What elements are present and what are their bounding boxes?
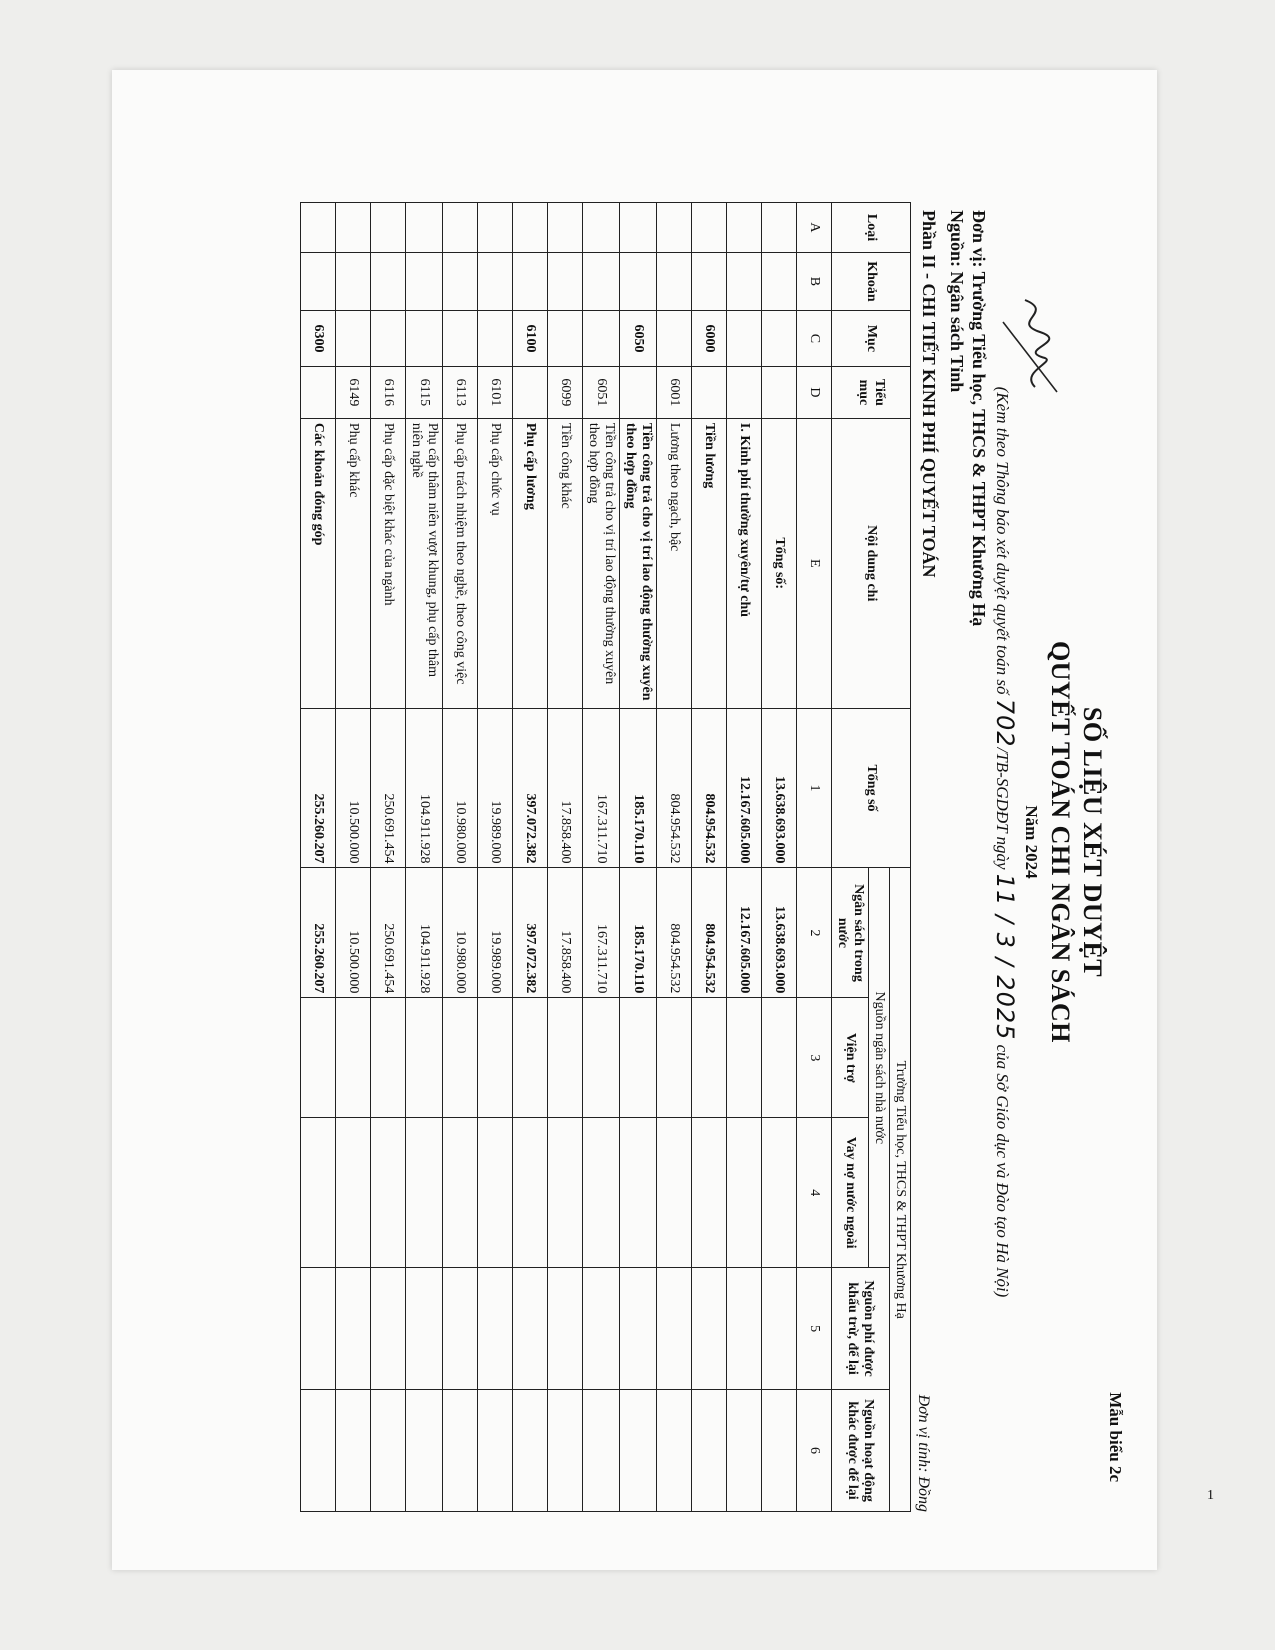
section-title: Phần II - CHI TIẾT KINH PHÍ QUYẾT TOÁN <box>919 210 939 578</box>
cell-vay-no <box>405 1118 442 1268</box>
budget-table <box>300 202 911 1512</box>
cell-nguon-hd <box>582 1390 619 1512</box>
cell-tieu-muc: 6116 <box>370 366 405 418</box>
cell-domestic: 12.167.605.000 <box>726 868 761 998</box>
cell-content: Phụ cấp đặc biệt khác của ngành <box>370 418 405 708</box>
cell-vien-tro <box>582 998 619 1118</box>
cell-content: Phụ cấp thâm niên vượt khung, phụ cấp thâm niên nghề <box>405 418 442 708</box>
cell-khoan <box>512 252 547 310</box>
index-cell: 5 <box>796 1268 831 1390</box>
cell-loai <box>477 203 512 253</box>
index-cell: E <box>796 418 831 708</box>
cell-tieu-muc <box>726 366 761 418</box>
cell-nguon-hd <box>547 1390 582 1512</box>
cell-vay-no <box>335 1118 370 1268</box>
cell-total: 104.911.928 <box>405 708 442 868</box>
cell-muc <box>547 310 582 366</box>
index-cell: A <box>796 203 831 253</box>
index-cell: D <box>796 366 831 418</box>
col-school: Trường Tiểu học, THCS & THPT Khương Hạ <box>889 868 910 1512</box>
cell-loai <box>656 203 691 253</box>
cell-muc <box>442 310 477 366</box>
cell-loai <box>547 203 582 253</box>
table-row <box>512 203 547 1512</box>
cell-muc <box>405 310 442 366</box>
cell-khoan <box>726 252 761 310</box>
cell-tieu-muc: 6149 <box>335 366 370 418</box>
cell-tieu-muc: 6101 <box>477 366 512 418</box>
cell-khoan <box>335 252 370 310</box>
index-cell: 1 <box>796 708 831 868</box>
cell-domestic: 17.858.400 <box>547 868 582 998</box>
cell-domestic: 167.311.710 <box>582 868 619 998</box>
col-tong-so: Tổng số <box>831 708 910 868</box>
table-row <box>656 203 691 1512</box>
cell-loai <box>761 203 796 253</box>
cell-tieu-muc: 6001 <box>656 366 691 418</box>
cell-content: Phụ cấp trách nhiệm theo nghề, theo công việc <box>442 418 477 708</box>
cell-vien-tro <box>335 998 370 1118</box>
cell-loai <box>619 203 656 253</box>
col-nguon-phi: Nguồn phí được khấu trừ, để lại <box>831 1268 889 1390</box>
cell-vay-no <box>761 1118 796 1268</box>
index-cell: 4 <box>796 1118 831 1268</box>
cell-loai <box>370 203 405 253</box>
cell-tieu-muc <box>512 366 547 418</box>
cell-nguon-phi <box>726 1268 761 1390</box>
cell-muc: 6050 <box>619 310 656 366</box>
table-row <box>619 203 656 1512</box>
cell-khoan <box>405 252 442 310</box>
cell-domestic: 397.072.382 <box>512 868 547 998</box>
cell-tieu-muc: 6115 <box>405 366 442 418</box>
measure-unit: Đơn vị tính: Đồng <box>915 1394 932 1512</box>
cell-muc <box>370 310 405 366</box>
cell-total: 250.691.454 <box>370 708 405 868</box>
cell-loai <box>582 203 619 253</box>
col-vien-tro: Viện trợ <box>831 998 868 1118</box>
cell-nguon-hd <box>300 1390 335 1512</box>
title-main: SỐ LIỆU XÉT DUYỆT <box>1078 706 1107 978</box>
cell-total: 12.167.605.000 <box>726 708 761 868</box>
cell-total: 10.500.000 <box>335 708 370 868</box>
cell-vien-tro <box>442 998 477 1118</box>
cell-nguon-phi <box>582 1268 619 1390</box>
cell-domestic: 104.911.928 <box>405 868 442 998</box>
cell-vien-tro <box>300 998 335 1118</box>
cell-loai <box>442 203 477 253</box>
col-noi-dung: Nội dung chi <box>831 418 910 708</box>
cell-loai <box>726 203 761 253</box>
cell-nguon-phi <box>691 1268 726 1390</box>
cell-nguon-phi <box>761 1268 796 1390</box>
cell-content: Các khoản đóng góp <box>300 418 335 708</box>
cell-nguon-hd <box>761 1390 796 1512</box>
cell-khoan <box>656 252 691 310</box>
cell-nguon-phi <box>619 1268 656 1390</box>
cell-total: 13.638.693.000 <box>761 708 796 868</box>
cell-total: 397.072.382 <box>512 708 547 868</box>
cell-vay-no <box>370 1118 405 1268</box>
cell-total: 804.954.532 <box>656 708 691 868</box>
table-row <box>477 203 512 1512</box>
table-row <box>405 203 442 1512</box>
col-muc: Mục <box>831 310 910 366</box>
col-loai: Loại <box>831 203 910 253</box>
table-row <box>370 203 405 1512</box>
cell-nguon-phi <box>442 1268 477 1390</box>
page-number: 1 <box>1207 1488 1214 1503</box>
cell-vien-tro <box>761 998 796 1118</box>
cell-khoan <box>761 252 796 310</box>
source-line: Nguồn: Ngân sách Tỉnh <box>947 210 967 393</box>
cell-khoan <box>582 252 619 310</box>
cell-domestic: 10.980.000 <box>442 868 477 998</box>
index-cell: 2 <box>796 868 831 998</box>
cell-content: Phụ cấp lương <box>512 418 547 708</box>
cell-vien-tro <box>547 998 582 1118</box>
cell-nguon-hd <box>619 1390 656 1512</box>
cell-nguon-hd <box>726 1390 761 1512</box>
cell-vien-tro <box>405 998 442 1118</box>
cell-nguon-phi <box>547 1268 582 1390</box>
rotated-document <box>147 132 1147 1552</box>
cell-khoan <box>370 252 405 310</box>
cell-total: 17.858.400 <box>547 708 582 868</box>
index-cell: C <box>796 310 831 366</box>
cell-content: Lương theo ngạch, bậc <box>656 418 691 708</box>
col-ns-trong-nuoc: Ngân sách trong nước <box>831 868 868 998</box>
ref-suffix: của Sở Giáo dục và Đào tạo Hà Nội) <box>993 1044 1012 1298</box>
cell-nguon-phi <box>300 1268 335 1390</box>
cell-muc <box>761 310 796 366</box>
index-cell: B <box>796 252 831 310</box>
table-row <box>547 203 582 1512</box>
cell-nguon-phi <box>405 1268 442 1390</box>
cell-vay-no <box>442 1118 477 1268</box>
cell-tieu-muc <box>691 366 726 418</box>
table-row <box>300 203 335 1512</box>
cell-vien-tro <box>477 998 512 1118</box>
table-row <box>442 203 477 1512</box>
col-nguon-hd: Nguồn hoạt động khác được để lại <box>831 1390 889 1512</box>
cell-content: Tổng số: <box>761 418 796 708</box>
cell-total: 10.980.000 <box>442 708 477 868</box>
cell-nguon-hd <box>405 1390 442 1512</box>
cell-khoan <box>619 252 656 310</box>
cell-tieu-muc <box>300 366 335 418</box>
cell-vay-no <box>726 1118 761 1268</box>
cell-content: Phụ cấp khác <box>335 418 370 708</box>
cell-muc <box>726 310 761 366</box>
cell-domestic: 13.638.693.000 <box>761 868 796 998</box>
cell-vien-tro <box>370 998 405 1118</box>
col-vay-no: Vay nợ nước ngoài <box>831 1118 868 1268</box>
cell-loai <box>300 203 335 253</box>
cell-vien-tro <box>656 998 691 1118</box>
cell-muc <box>656 310 691 366</box>
cell-khoan <box>691 252 726 310</box>
header-row-1 <box>889 203 910 1512</box>
table-body <box>300 203 796 1512</box>
cell-domestic: 19.989.000 <box>477 868 512 998</box>
cell-vay-no <box>619 1118 656 1268</box>
cell-muc <box>335 310 370 366</box>
cell-tieu-muc <box>619 366 656 418</box>
cell-nguon-phi <box>370 1268 405 1390</box>
index-cell: 6 <box>796 1390 831 1512</box>
cell-content: I. Kinh phí thường xuyên/tự chủ <box>726 418 761 708</box>
cell-khoan <box>547 252 582 310</box>
table-row <box>726 203 761 1512</box>
cell-tieu-muc <box>761 366 796 418</box>
ref-prefix: (Kèm theo Thông báo xét duyệt quyết toán số <box>993 386 1012 695</box>
ref-date-handwritten: 11 / 3 / 2025 <box>991 873 1019 1041</box>
cell-vay-no <box>547 1118 582 1268</box>
cell-nguon-hd <box>370 1390 405 1512</box>
cell-loai <box>335 203 370 253</box>
cell-domestic: 10.500.000 <box>335 868 370 998</box>
cell-nguon-hd <box>512 1390 547 1512</box>
cell-khoan <box>477 252 512 310</box>
cell-tieu-muc: 6051 <box>582 366 619 418</box>
cell-total: 255.260.207 <box>300 708 335 868</box>
cell-nguon-phi <box>335 1268 370 1390</box>
cell-vay-no <box>691 1118 726 1268</box>
col-khoan: Khoản <box>831 252 910 310</box>
cell-domestic: 185.170.110 <box>619 868 656 998</box>
unit-line: Đơn vị: Trường Tiểu học, THCS & THPT Khương Hạ <box>969 210 989 627</box>
cell-muc: 6000 <box>691 310 726 366</box>
cell-vien-tro <box>726 998 761 1118</box>
ref-number-handwritten: 702 <box>991 698 1019 748</box>
cell-total: 19.989.000 <box>477 708 512 868</box>
cell-loai <box>405 203 442 253</box>
cell-domestic: 250.691.454 <box>370 868 405 998</box>
table-row <box>691 203 726 1512</box>
cell-content: Tiền công trả cho vị trí lao động thường xuyên theo hợp đồng <box>582 418 619 708</box>
cell-tieu-muc: 6099 <box>547 366 582 418</box>
cell-loai <box>512 203 547 253</box>
col-tieu-muc: Tiểu mục <box>831 366 910 418</box>
cell-muc <box>477 310 512 366</box>
cell-nguon-phi <box>512 1268 547 1390</box>
index-row <box>796 203 831 1512</box>
cell-nguon-hd <box>656 1390 691 1512</box>
cell-domestic: 804.954.532 <box>691 868 726 998</box>
signature-mark <box>995 292 1065 402</box>
cell-muc: 6300 <box>300 310 335 366</box>
table-row <box>582 203 619 1512</box>
paper-page <box>112 70 1214 1570</box>
cell-loai <box>691 203 726 253</box>
cell-vien-tro <box>619 998 656 1118</box>
cell-vay-no <box>582 1118 619 1268</box>
form-id: Mẫu biểu 2c <box>1106 1392 1125 1482</box>
cell-domestic: 804.954.532 <box>656 868 691 998</box>
cell-content: Phụ cấp chức vụ <box>477 418 512 708</box>
cell-vien-tro <box>691 998 726 1118</box>
cell-content: Tiền công trả cho vị trí lao động thường xuyên theo hợp đồng <box>619 418 656 708</box>
cell-vay-no <box>300 1118 335 1268</box>
table-row <box>335 203 370 1512</box>
cell-vay-no <box>656 1118 691 1268</box>
title-sub: QUYẾT TOÁN CHI NGÂN SÁCH <box>1046 640 1075 1044</box>
cell-tieu-muc: 6113 <box>442 366 477 418</box>
cell-content: Tiền lương <box>691 418 726 708</box>
cell-khoan <box>442 252 477 310</box>
cell-total: 804.954.532 <box>691 708 726 868</box>
cell-nguon-phi <box>656 1268 691 1390</box>
cell-content: Tiền công khác <box>547 418 582 708</box>
cell-vien-tro <box>512 998 547 1118</box>
cell-nguon-hd <box>335 1390 370 1512</box>
cell-total: 167.311.710 <box>582 708 619 868</box>
cell-muc <box>582 310 619 366</box>
cell-nguon-hd <box>442 1390 477 1512</box>
cell-nguon-hd <box>477 1390 512 1512</box>
col-nsnn: Nguồn ngân sách nhà nước <box>868 868 889 1268</box>
cell-khoan <box>300 252 335 310</box>
cell-vay-no <box>512 1118 547 1268</box>
cell-nguon-hd <box>691 1390 726 1512</box>
ref-mid: /TB-SGDĐT ngày <box>993 747 1012 870</box>
index-cell: 3 <box>796 998 831 1118</box>
cell-domestic: 255.260.207 <box>300 868 335 998</box>
cell-nguon-phi <box>477 1268 512 1390</box>
cell-vay-no <box>477 1118 512 1268</box>
year-label: Năm 2024 <box>1022 805 1041 879</box>
cell-total: 185.170.110 <box>619 708 656 868</box>
cell-muc: 6100 <box>512 310 547 366</box>
table-row <box>761 203 796 1512</box>
